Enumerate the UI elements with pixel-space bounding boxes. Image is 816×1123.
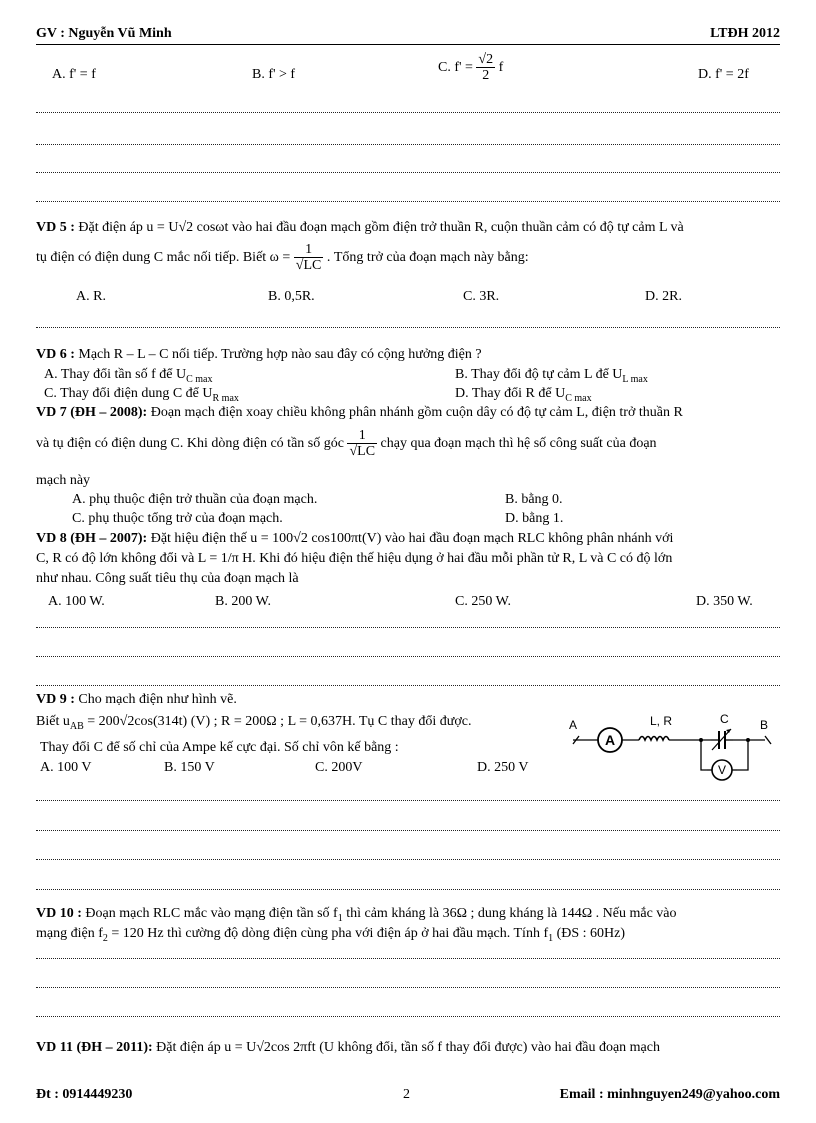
q4-option-a: A. f' = f <box>52 67 96 82</box>
vd7-option-d: D. bằng 1. <box>505 511 564 526</box>
answer-line <box>36 1016 780 1017</box>
vd9-option-d: D. 250 V <box>477 760 529 775</box>
q4-option-d: D. f' = 2f <box>698 67 749 82</box>
vd6-option-d: D. Thay đổi R để $U_{C max}$ <box>455 386 592 404</box>
answer-line <box>36 201 780 202</box>
capacitor-icon <box>711 729 733 750</box>
vd7-option-c: C. phụ thuộc tổng trở của đoạn mạch. <box>72 511 283 526</box>
page-number: 2 <box>403 1087 410 1102</box>
svg-text:A: A <box>604 732 616 748</box>
answer-line <box>36 889 780 890</box>
footer-phone: Đt : 0914449230 <box>36 1087 133 1102</box>
vd9-line2: Biết $u_{AB} = 200√2\cos(314t)$ (V) ; R = 200Ω ; L = 0,637H. Tụ C thay đổi được. <box>36 714 472 732</box>
q4-option-c: C. f' = $\frac{√2}{2}$ f <box>438 52 504 84</box>
vd8-line2: C, R có độ lớn không đổi và L = 1/π H. Khi đó hiệu điện thế hiệu dụng ở hai đầu mỗi phần tử R, L và C có độ lớn <box>36 551 673 566</box>
answer-line <box>36 327 780 328</box>
ammeter-icon <box>598 728 622 752</box>
vd6-option-b: B. Thay đổi độ tự cảm L để $U_{L max}$ <box>455 367 648 385</box>
vd5-option-c: C. 3R. <box>463 289 500 304</box>
inductor-icon <box>639 737 669 741</box>
vd10-line2: mạng điện $f_2 = 120$ Hz thì cường độ dòng điện cùng pha với điện áp ở hai đầu mạch. Tính $f_1$ (ĐS : 60Hz) <box>36 926 626 944</box>
footer-email: Email : minhnguyen249@yahoo.com <box>559 1087 780 1102</box>
vd7-option-b: B. bằng 0. <box>505 492 563 507</box>
answer-line <box>36 859 780 860</box>
answer-line <box>36 987 780 988</box>
vd9-line3: Thay đổi C để số chỉ của Ampe kế cực đại. Số chỉ vôn kế bằng : <box>40 740 399 755</box>
circuit-label-c: C <box>720 712 729 726</box>
svg-text:V: V <box>717 763 727 777</box>
header-course: LTĐH 2012 <box>710 26 780 41</box>
vd5-option-b: B. 0,5R. <box>268 289 315 304</box>
circuit-diagram <box>565 712 780 784</box>
vd8-option-c: C. 250 W. <box>455 594 512 609</box>
vd5-line1: VD 5 : Đặt điện áp u = U√2 cosωt vào hai đầu đoạn mạch gồm điện trở thuần R, cuộn thuần cảm có độ tự cảm L và <box>36 220 684 235</box>
vd8-line1: VD 8 (ĐH – 2007): Đặt hiệu điện thế u = 100√2 cos100πt(V) vào hai đầu đoạn mạch RLC không phân nhánh với <box>36 531 674 546</box>
answer-line <box>36 627 780 628</box>
vd7-line3: mạch này <box>36 473 91 488</box>
vd7-line1: VD 7 (ĐH – 2008): Đoạn mạch điện xoay chiều không phân nhánh gồm cuộn dây có độ tự cảm L, điện trở thuần R <box>36 405 683 420</box>
answer-line <box>36 144 780 145</box>
vd6-option-a: A. Thay đổi tần số f để $U_{C max}$ <box>44 367 213 385</box>
vd11-line1: VD 11 (ĐH – 2011): Đặt điện áp u = U√2cos 2πft (U không đổi, tần số f thay đổi được) vào hai đầu đoạn mạch <box>36 1040 660 1055</box>
circuit-label-b: B <box>760 718 769 732</box>
answer-line <box>36 172 780 173</box>
vd9-option-c: C. 200V <box>315 760 363 775</box>
q4-option-b: B. f' > f <box>252 67 296 82</box>
vd8-option-a: A. 100 W. <box>48 594 105 609</box>
header-author: GV : Nguyễn Vũ Minh <box>36 26 172 41</box>
answer-line <box>36 830 780 831</box>
circuit-label-lr: L, R <box>650 714 673 728</box>
vd7-line2: và tụ điện có điện dung C. Khi dòng điện có tần số góc $\frac{1}{√LC}$ chạy qua đoạn mạch thì hệ số công suất của đoạn <box>36 428 657 460</box>
vd10-line1: VD 10 : Đoạn mạch RLC mắc vào mạng điện tần số $f_1$ thì cảm kháng là 36Ω ; dung kháng là 144Ω . Nếu mắc vào <box>36 906 677 924</box>
vd5-line2: tụ điện có điện dung C mắc nối tiếp. Biết ω = $\frac{1}{√LC}$ . Tổng trở của đoạn mạch này bằng: <box>36 242 529 274</box>
vd9-option-b: B. 150 V <box>164 760 215 775</box>
answer-line <box>36 800 780 801</box>
answer-line <box>36 685 780 686</box>
vd9-line1: VD 9 : Cho mạch điện như hình vẽ. <box>36 692 237 707</box>
answer-line <box>36 958 780 959</box>
vd5-option-a: A. R. <box>76 289 106 304</box>
vd6-question: VD 6 : Mạch R – L – C nối tiếp. Trường hợp nào sau đây có cộng hưởng điện ? <box>36 347 482 362</box>
answer-line <box>36 656 780 657</box>
vd7-option-a: A. phụ thuộc điện trở thuần của đoạn mạch. <box>72 492 318 507</box>
answer-line <box>36 112 780 113</box>
vd5-option-d: D. 2R. <box>645 289 682 304</box>
vd8-line3: như nhau. Công suất tiêu thụ của đoạn mạch là <box>36 571 299 586</box>
vd8-option-d: D. 350 W. <box>696 594 753 609</box>
vd8-option-b: B. 200 W. <box>215 594 272 609</box>
circuit-label-a: A <box>569 718 578 732</box>
voltmeter-icon <box>712 760 732 780</box>
header-rule <box>36 44 780 45</box>
vd6-option-c: C. Thay đổi điện dung C để $U_{R max}$ <box>44 386 239 404</box>
vd9-option-a: A. 100 V <box>40 760 92 775</box>
